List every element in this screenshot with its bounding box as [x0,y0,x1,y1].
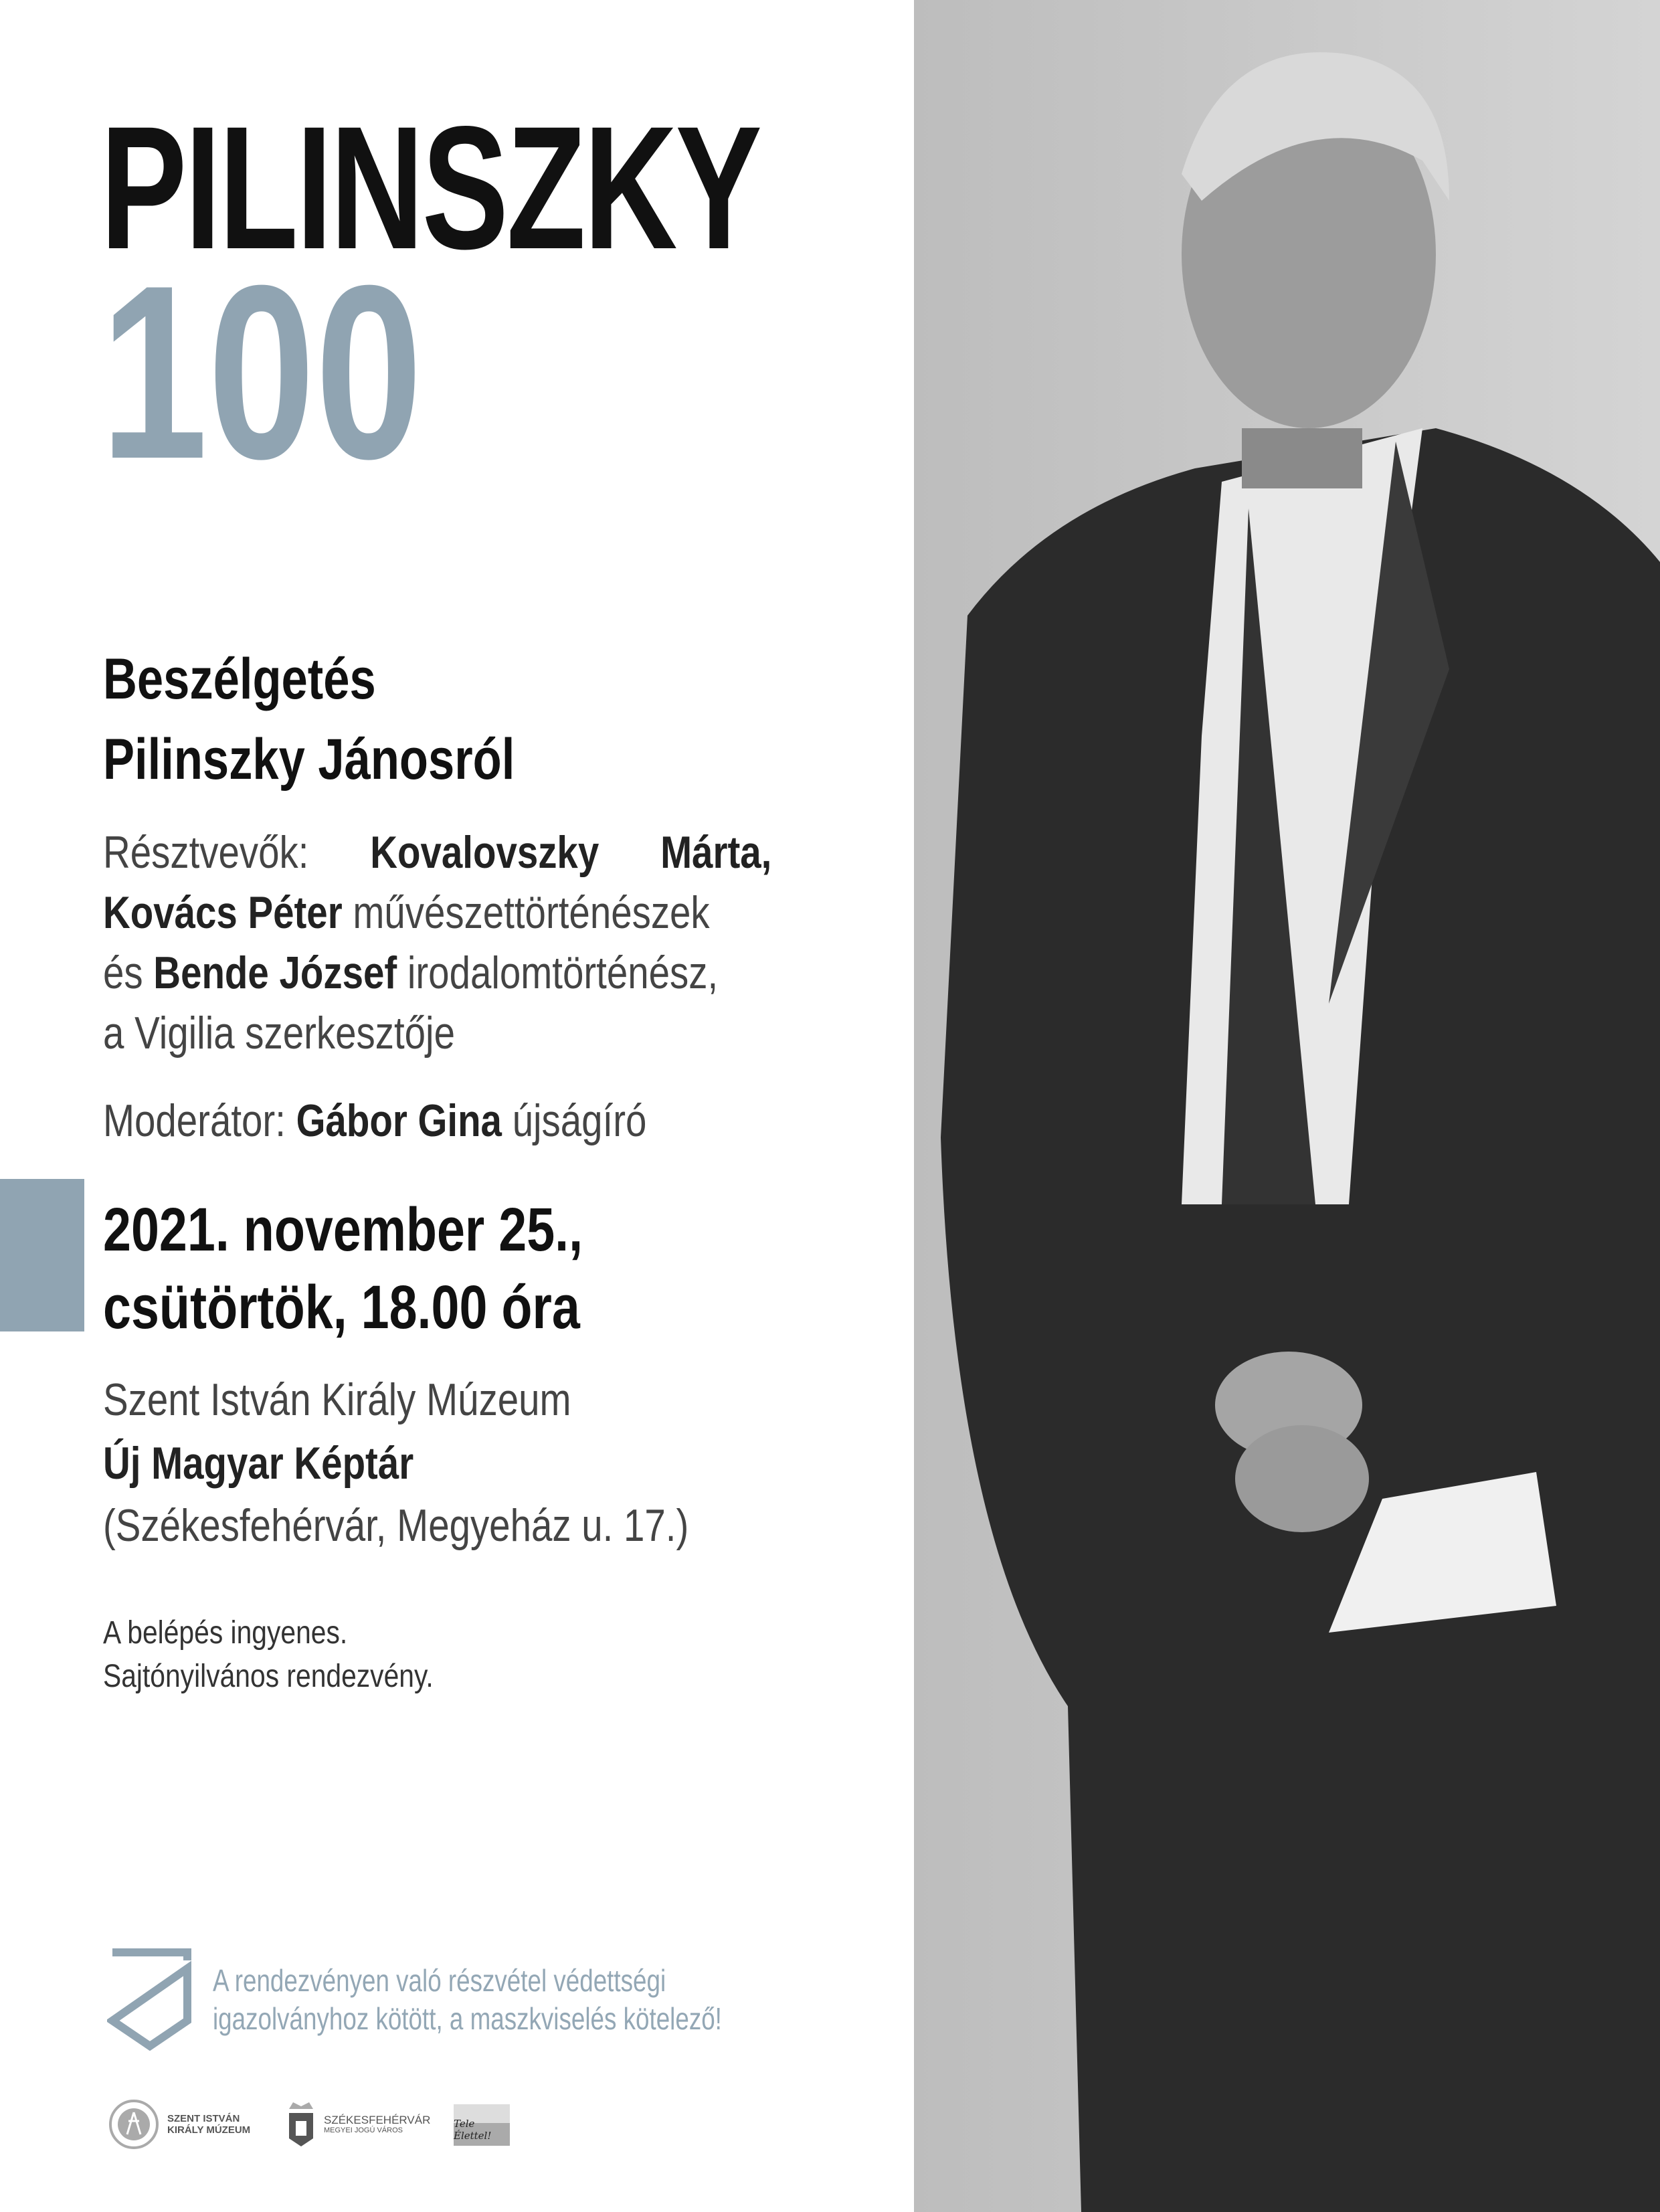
event-title-line2: Pilinszky Jánosról [103,727,515,792]
press-info: Sajtónyilvános rendezvény. [103,1659,434,1694]
conjunction: és [103,947,143,998]
event-date: 2021. november 25., [103,1196,583,1264]
slogan-text: Tele Élettel! [454,2118,492,2142]
museum-emblem-icon [107,2098,161,2151]
participant-role: irodalomtörténész, [407,947,719,998]
participant-name: Kovács Péter [103,887,343,938]
poster-title: PILINSZKY [100,90,760,286]
participants-line2 [103,887,864,938]
poster-number: 100 [100,234,423,511]
participant-name: Kovalovszky Márta, [370,827,772,878]
museum-logo [107,2098,250,2151]
venue-gallery: Új Magyar Képtár [103,1438,414,1489]
event-title-line1: Beszélgetés [103,647,376,711]
venue-address: (Székesfehérvár, Megyeház u. 17.) [103,1500,689,1551]
moderator-role: újságíró [512,1095,647,1146]
participant-name: Bende József [153,947,397,998]
notice-line1: A rendezvényen való részvétel védettségi [213,1963,666,1998]
moderator-label: Moderátor: [103,1095,286,1146]
museum-logo-line1: SZENT ISTVÁN [167,2112,240,2124]
slogan-logo [454,2104,510,2146]
notice-line2: igazolványhoz kötött, a maszkviselés kötelező! [213,2001,722,2036]
participant-role: művészettörténészek [353,887,710,938]
participants-line1 [103,827,772,878]
city-coat-of-arms-icon [286,2101,316,2148]
moderator-line [103,1095,864,1146]
museum-logo-line2: KIRÁLY MÚZEUM [167,2124,251,2136]
shield-icon [107,1947,194,2051]
venue-museum: Szent István Király Múzeum [103,1374,571,1425]
event-time: csütörtök, 18.00 óra [103,1273,580,1342]
accent-bar [0,1179,84,1331]
participants-label: Résztvevők: [103,827,309,878]
city-logo-line2: MEGYEI JOGÚ VÁROS [324,2126,403,2135]
city-logo-line1: SZÉKESFEHÉRVÁR [324,2113,431,2126]
portrait-photo [914,0,1660,2212]
city-logo [286,2101,430,2148]
moderator-name: Gábor Gina [296,1095,502,1146]
participants-line3 [103,947,864,998]
entry-info: A belépés ingyenes. [103,1615,348,1651]
participants-line4: a Vigilia szerkesztője [103,1008,455,1058]
